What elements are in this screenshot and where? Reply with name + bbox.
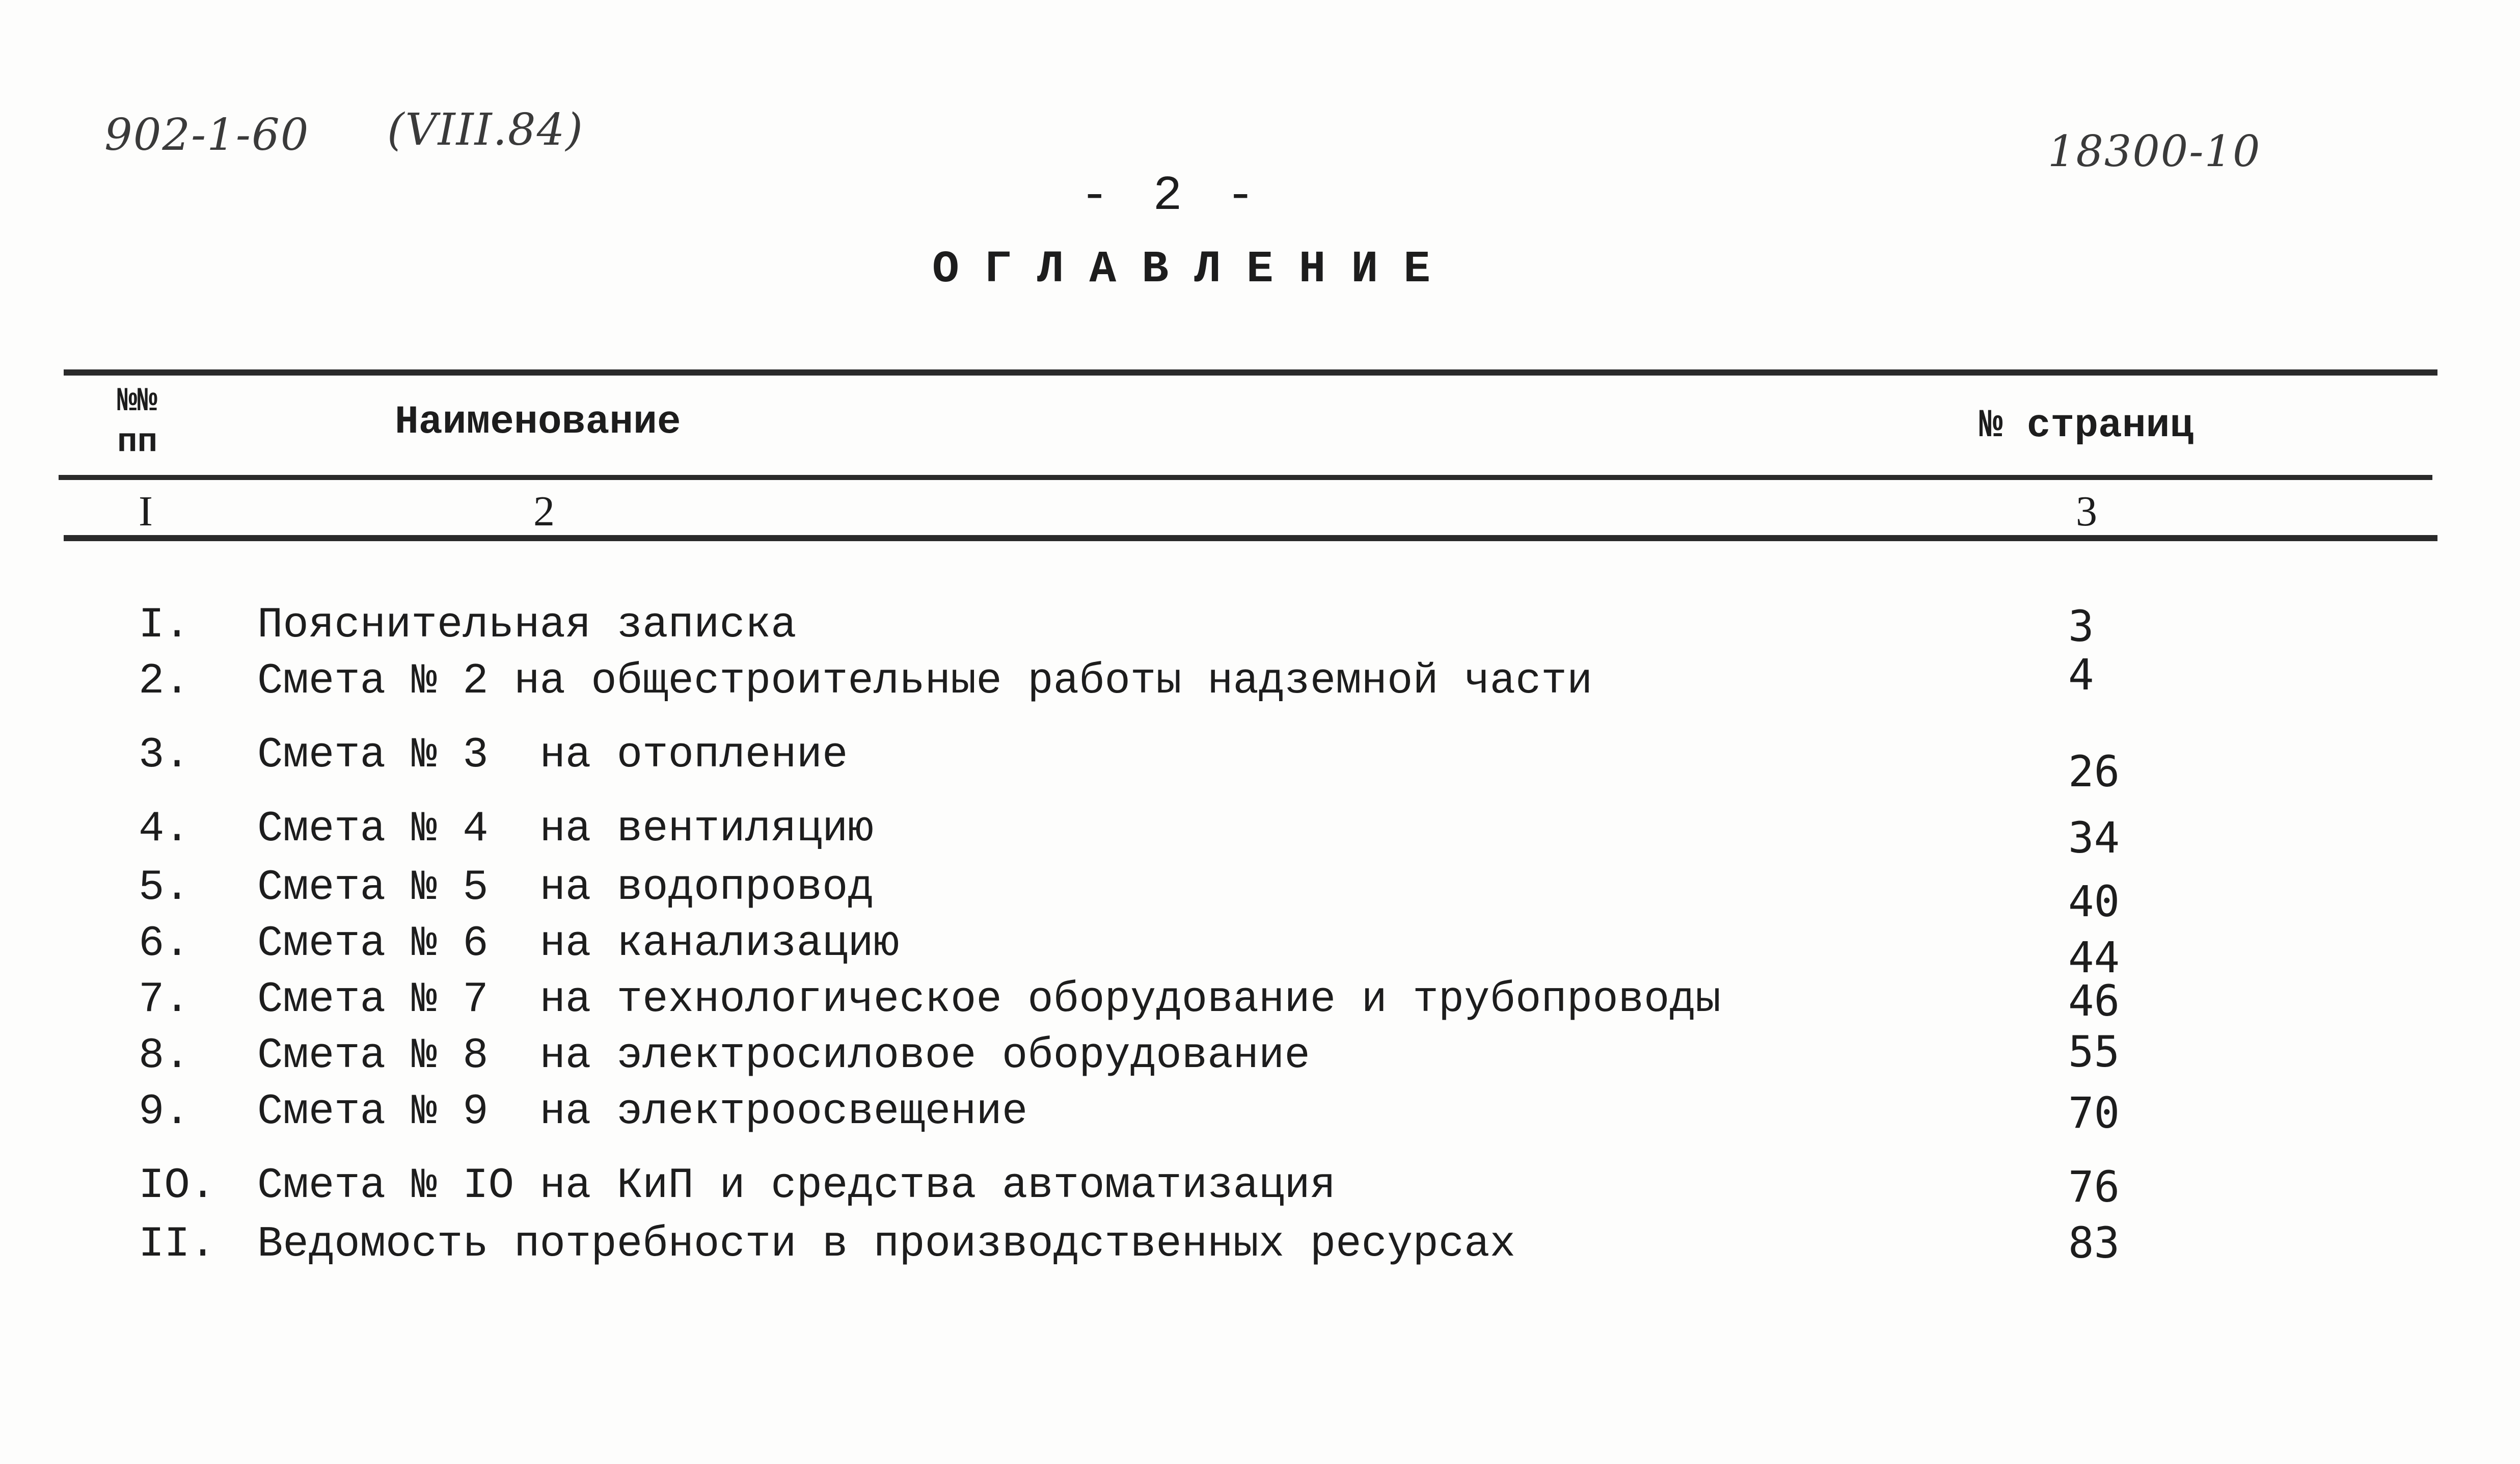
item-title: Смета № 6 на канализацию: [257, 920, 900, 968]
list-item: [0, 864, 2520, 926]
item-title: Смета № 7 на технологическое оборудование и трубопроводы: [257, 976, 1721, 1024]
column-number-3: 3: [2076, 488, 2097, 535]
item-page: 26: [2068, 747, 2120, 796]
list-item: [0, 920, 2520, 982]
column-header-name: Наименование: [395, 400, 681, 445]
item-page: 44: [2068, 933, 2120, 982]
item-page: 34: [2068, 813, 2120, 863]
list-item: [0, 1027, 2520, 1083]
list-item: [0, 976, 2520, 1027]
item-page: 55: [2068, 1027, 2120, 1077]
item-title: Смета № 5 на водопровод: [257, 864, 874, 912]
column-number-1: I: [139, 488, 153, 535]
document-number: 18300-10: [2048, 126, 2261, 176]
item-number: 9.: [139, 1088, 190, 1136]
document-date: (VIII.84): [387, 104, 584, 155]
item-number: 2.: [139, 657, 190, 706]
column-header-pages: № страниц: [1979, 404, 2194, 448]
item-title: Смета № 4 на вентиляцию: [257, 805, 874, 854]
item-title: Ведомость потребности в производственных ресурсах: [257, 1220, 1516, 1269]
item-page: 4: [2068, 650, 2094, 700]
page-title: ОГЛАВЛЕНИЕ: [932, 245, 1456, 295]
item-page: 46: [2068, 976, 2120, 1026]
item-number: I.: [139, 601, 190, 650]
page-number: - 2 -: [1080, 168, 1263, 224]
item-number: 8.: [139, 1032, 190, 1080]
item-page: 40: [2068, 876, 2120, 926]
item-number: IO.: [139, 1162, 216, 1210]
item-page: 83: [2068, 1218, 2120, 1268]
list-item: [0, 805, 2520, 863]
document-code: 902-1-60: [104, 110, 310, 161]
item-title: Смета № 2 на общестроительные работы надземной части: [257, 657, 1593, 706]
item-page: 76: [2068, 1162, 2120, 1212]
list-item: [0, 650, 2520, 708]
item-title: Смета № IO на КиП и средства автоматизация: [257, 1162, 1336, 1210]
table-header-rule: [59, 475, 2432, 480]
list-item: [0, 1162, 2520, 1213]
item-number: II.: [139, 1220, 216, 1269]
item-title: Пояснительная записка: [257, 601, 797, 650]
item-number: 7.: [139, 976, 190, 1024]
item-title: Смета № 9 на электроосвещение: [257, 1088, 1028, 1136]
list-item: [0, 601, 2520, 652]
item-number: 5.: [139, 864, 190, 912]
item-page: 70: [2068, 1088, 2120, 1138]
item-title: Смета № 3 на отопление: [257, 731, 848, 780]
table-top-rule: [64, 369, 2437, 376]
list-item: [0, 731, 2520, 796]
list-item: [0, 1220, 2520, 1271]
column-number-2: 2: [533, 488, 555, 535]
item-number: 3.: [139, 731, 190, 780]
item-title: Смета № 8 на электросиловое оборудование: [257, 1032, 1310, 1080]
item-number: 4.: [139, 805, 190, 854]
column-header-number: №№ пп: [117, 382, 158, 461]
list-item: [0, 1088, 2520, 1139]
item-number: 6.: [139, 920, 190, 968]
item-page: 3: [2068, 601, 2094, 651]
